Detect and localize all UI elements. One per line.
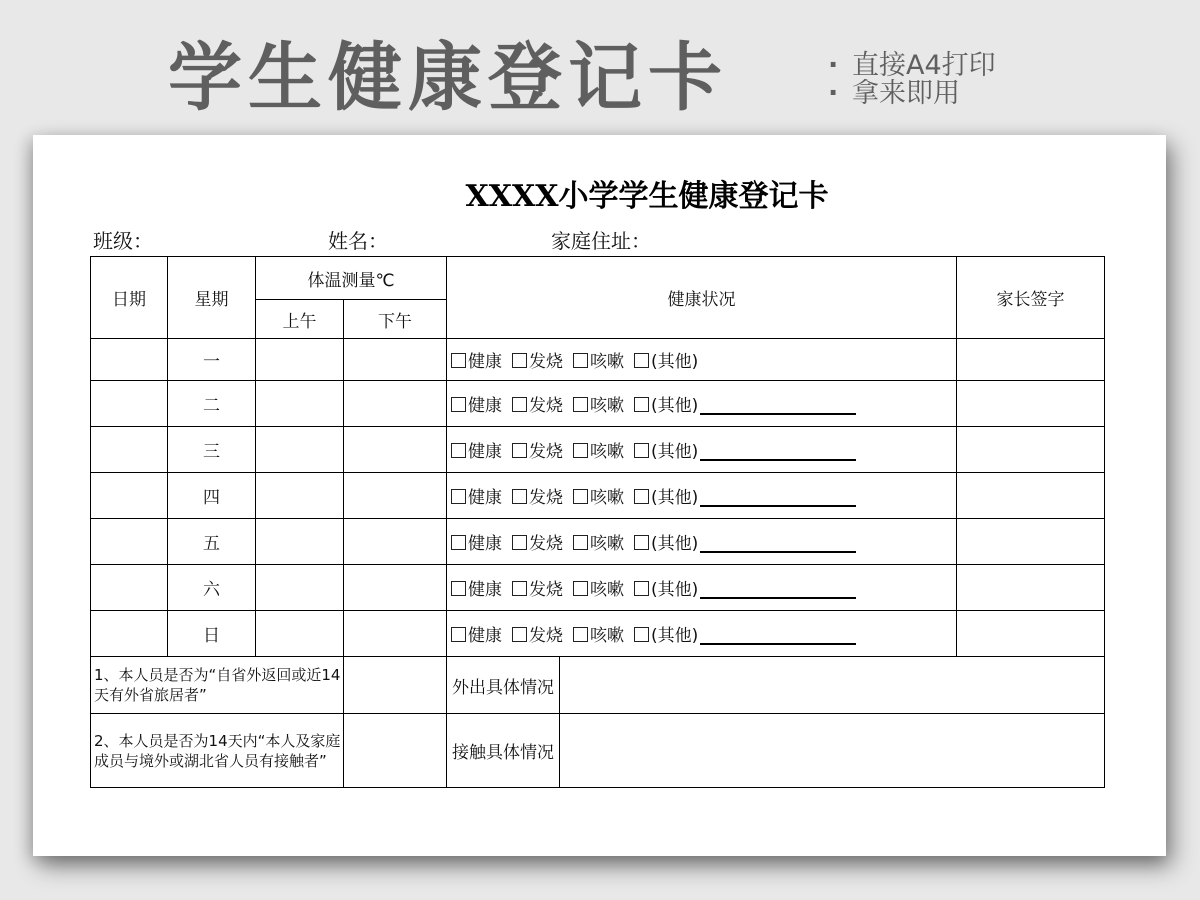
checkbox-icon[interactable] bbox=[512, 535, 527, 550]
table-row bbox=[91, 381, 1105, 427]
afternoon-temp-cell[interactable] bbox=[344, 565, 447, 611]
health-option-label: 健康 bbox=[468, 442, 502, 462]
health-option[interactable] bbox=[512, 442, 563, 462]
question-2: 2、本人员是否为14天内“本人及家庭成员与境外或湖北省人员有接触者” bbox=[91, 714, 344, 788]
health-option-label: 发烧 bbox=[529, 580, 563, 600]
health-option[interactable] bbox=[634, 396, 698, 416]
checkbox-icon[interactable] bbox=[634, 489, 649, 504]
health-option-label: 发烧 bbox=[529, 626, 563, 646]
checkbox-icon[interactable] bbox=[573, 397, 588, 412]
header-morning: 上午 bbox=[256, 300, 344, 339]
parent-signature-cell[interactable] bbox=[957, 519, 1105, 565]
health-option-label: (其他) bbox=[651, 580, 699, 600]
other-fill-line[interactable] bbox=[700, 445, 856, 461]
health-status-cell bbox=[447, 519, 957, 565]
bullet-text: 直接A4打印 bbox=[852, 50, 996, 81]
health-option-label: (其他) bbox=[651, 488, 699, 508]
table-row bbox=[91, 611, 1105, 657]
date-cell[interactable] bbox=[91, 611, 168, 657]
table-row bbox=[91, 519, 1105, 565]
health-option[interactable] bbox=[634, 580, 698, 600]
health-option-label: 健康 bbox=[468, 580, 502, 600]
health-option-label: 咳嗽 bbox=[590, 442, 624, 462]
health-option-label: 发烧 bbox=[529, 442, 563, 462]
parent-signature-cell[interactable] bbox=[957, 427, 1105, 473]
health-option-label: 健康 bbox=[468, 488, 502, 508]
health-option-label: (其他) bbox=[651, 352, 699, 372]
banner-title: 学生健康登记卡 bbox=[168, 35, 728, 121]
checkbox-icon[interactable] bbox=[451, 443, 466, 458]
morning-temp-cell[interactable] bbox=[256, 381, 344, 427]
date-cell[interactable] bbox=[91, 381, 168, 427]
health-status-cell bbox=[447, 473, 957, 519]
health-option[interactable] bbox=[573, 580, 624, 600]
checkbox-icon[interactable] bbox=[512, 397, 527, 412]
health-option-label: 发烧 bbox=[529, 534, 563, 554]
health-option[interactable] bbox=[634, 488, 698, 508]
health-option-label: 健康 bbox=[468, 626, 502, 646]
health-option[interactable] bbox=[512, 580, 563, 600]
health-option-label: 咳嗽 bbox=[590, 488, 624, 508]
header-afternoon: 下午 bbox=[344, 300, 447, 339]
health-option-label: (其他) bbox=[651, 396, 699, 416]
health-option[interactable] bbox=[573, 534, 624, 554]
parent-signature-cell[interactable] bbox=[957, 611, 1105, 657]
health-option-label: 咳嗽 bbox=[590, 580, 624, 600]
health-option-label: 健康 bbox=[468, 352, 502, 372]
morning-temp-cell[interactable] bbox=[256, 611, 344, 657]
parent-signature-cell[interactable] bbox=[957, 473, 1105, 519]
date-cell[interactable] bbox=[91, 519, 168, 565]
other-fill-line[interactable] bbox=[700, 399, 856, 415]
checkbox-icon[interactable] bbox=[451, 397, 466, 412]
morning-temp-cell[interactable] bbox=[256, 427, 344, 473]
health-option[interactable] bbox=[451, 396, 502, 416]
bullet-dot-icon: · bbox=[828, 78, 839, 109]
date-cell[interactable] bbox=[91, 339, 168, 381]
health-option-label: 发烧 bbox=[529, 352, 563, 372]
question-2-detail-label: 接触具体情况 bbox=[447, 714, 560, 788]
health-option[interactable] bbox=[512, 626, 563, 646]
health-option-label: 咳嗽 bbox=[590, 534, 624, 554]
health-option[interactable] bbox=[451, 534, 502, 554]
checkbox-icon[interactable] bbox=[573, 489, 588, 504]
address-label: 家庭住址： bbox=[551, 229, 651, 253]
question-1: 1、本人员是否为“自省外返回或近14天有外省旅居者” bbox=[91, 657, 344, 714]
bullet-item bbox=[828, 52, 996, 80]
health-option-label: 咳嗽 bbox=[590, 626, 624, 646]
afternoon-temp-cell[interactable] bbox=[344, 339, 447, 381]
health-status-cell bbox=[447, 427, 957, 473]
health-option[interactable] bbox=[634, 442, 698, 462]
header-date: 日期 bbox=[91, 257, 168, 339]
table-row bbox=[91, 473, 1105, 519]
checkbox-icon[interactable] bbox=[573, 535, 588, 550]
health-option-label: (其他) bbox=[651, 442, 699, 462]
weekday-cell: 三 bbox=[168, 427, 256, 473]
afternoon-temp-cell[interactable] bbox=[344, 427, 447, 473]
question-1-detail-label: 外出具体情况 bbox=[447, 657, 560, 714]
morning-temp-cell[interactable] bbox=[256, 519, 344, 565]
health-option[interactable] bbox=[573, 442, 624, 462]
checkbox-icon[interactable] bbox=[451, 581, 466, 596]
checkbox-icon[interactable] bbox=[512, 489, 527, 504]
health-option-label: 咳嗽 bbox=[590, 396, 624, 416]
table-row bbox=[91, 565, 1105, 611]
question-1-detail[interactable] bbox=[560, 657, 1105, 714]
date-cell[interactable] bbox=[91, 427, 168, 473]
header-temperature: 体温测量℃ bbox=[256, 257, 447, 300]
health-status-cell bbox=[447, 565, 957, 611]
other-fill-line[interactable] bbox=[700, 537, 856, 553]
checkbox-icon[interactable] bbox=[512, 443, 527, 458]
question-2-detail[interactable] bbox=[560, 714, 1105, 788]
afternoon-temp-cell[interactable] bbox=[344, 519, 447, 565]
health-option[interactable] bbox=[573, 488, 624, 508]
weekday-cell: 日 bbox=[168, 611, 256, 657]
health-option[interactable] bbox=[634, 534, 698, 554]
bullet-item bbox=[828, 80, 996, 108]
parent-signature-cell[interactable] bbox=[957, 339, 1105, 381]
class-label: 班级： bbox=[93, 229, 153, 253]
table-row bbox=[91, 427, 1105, 473]
health-status-cell bbox=[447, 381, 957, 427]
checkbox-icon[interactable] bbox=[573, 353, 588, 368]
health-option-label: (其他) bbox=[651, 626, 699, 646]
morning-temp-cell[interactable] bbox=[256, 339, 344, 381]
checkbox-icon[interactable] bbox=[512, 353, 527, 368]
checkbox-icon[interactable] bbox=[573, 443, 588, 458]
health-option[interactable] bbox=[512, 534, 563, 554]
checkbox-icon[interactable] bbox=[451, 627, 466, 642]
weekday-cell: 二 bbox=[168, 381, 256, 427]
parent-signature-cell[interactable] bbox=[957, 565, 1105, 611]
header-health-status: 健康状况 bbox=[447, 257, 957, 339]
checkbox-icon[interactable] bbox=[573, 581, 588, 596]
bullet-dot-icon: · bbox=[828, 50, 839, 81]
health-option[interactable] bbox=[573, 626, 624, 646]
weekday-cell: 四 bbox=[168, 473, 256, 519]
health-status-cell bbox=[447, 339, 957, 381]
question-1-answer[interactable] bbox=[344, 657, 447, 714]
health-option-label: 发烧 bbox=[529, 488, 563, 508]
health-option[interactable] bbox=[634, 626, 698, 646]
date-cell[interactable] bbox=[91, 565, 168, 611]
afternoon-temp-cell[interactable] bbox=[344, 473, 447, 519]
name-label: 姓名： bbox=[328, 229, 388, 253]
health-option-label: 发烧 bbox=[529, 396, 563, 416]
other-fill-line[interactable] bbox=[700, 491, 856, 507]
checkbox-icon[interactable] bbox=[451, 535, 466, 550]
health-option-label: (其他) bbox=[651, 534, 699, 554]
health-option[interactable] bbox=[451, 488, 502, 508]
checkbox-icon[interactable] bbox=[512, 581, 527, 596]
checkbox-icon[interactable] bbox=[634, 535, 649, 550]
checkbox-icon[interactable] bbox=[634, 627, 649, 642]
header-weekday: 星期 bbox=[168, 257, 256, 339]
parent-signature-cell[interactable] bbox=[957, 381, 1105, 427]
bullet-text: 拿来即用 bbox=[852, 78, 960, 109]
health-option[interactable] bbox=[573, 396, 624, 416]
other-fill-line[interactable] bbox=[700, 629, 856, 645]
other-fill-line[interactable] bbox=[700, 583, 856, 599]
afternoon-temp-cell[interactable] bbox=[344, 611, 447, 657]
table-row bbox=[91, 339, 1105, 381]
health-option[interactable] bbox=[451, 442, 502, 462]
checkbox-icon[interactable] bbox=[634, 353, 649, 368]
checkbox-icon[interactable] bbox=[573, 627, 588, 642]
question-2-answer[interactable] bbox=[344, 714, 447, 788]
health-record-table bbox=[90, 256, 1105, 788]
date-cell[interactable] bbox=[91, 473, 168, 519]
health-option[interactable] bbox=[512, 396, 563, 416]
checkbox-icon[interactable] bbox=[634, 443, 649, 458]
health-option[interactable] bbox=[634, 352, 698, 372]
health-option[interactable] bbox=[512, 352, 563, 372]
health-option[interactable] bbox=[451, 352, 502, 372]
morning-temp-cell[interactable] bbox=[256, 565, 344, 611]
feature-bullets bbox=[828, 52, 996, 108]
paper-sheet bbox=[33, 135, 1166, 856]
health-option-label: 咳嗽 bbox=[590, 352, 624, 372]
checkbox-icon[interactable] bbox=[451, 353, 466, 368]
document-title: XXXX小学学生健康登记卡 bbox=[465, 179, 829, 214]
morning-temp-cell[interactable] bbox=[256, 473, 344, 519]
weekday-cell: 一 bbox=[168, 339, 256, 381]
afternoon-temp-cell[interactable] bbox=[344, 381, 447, 427]
checkbox-icon[interactable] bbox=[634, 581, 649, 596]
weekday-cell: 六 bbox=[168, 565, 256, 611]
checkbox-icon[interactable] bbox=[512, 627, 527, 642]
checkbox-icon[interactable] bbox=[451, 489, 466, 504]
health-option-label: 健康 bbox=[468, 534, 502, 554]
health-option[interactable] bbox=[512, 488, 563, 508]
weekday-cell: 五 bbox=[168, 519, 256, 565]
header-parent-signature: 家长签字 bbox=[957, 257, 1105, 339]
health-option-label: 健康 bbox=[468, 396, 502, 416]
checkbox-icon[interactable] bbox=[634, 397, 649, 412]
health-option[interactable] bbox=[573, 352, 624, 372]
health-option[interactable] bbox=[451, 580, 502, 600]
health-status-cell bbox=[447, 611, 957, 657]
health-option[interactable] bbox=[451, 626, 502, 646]
